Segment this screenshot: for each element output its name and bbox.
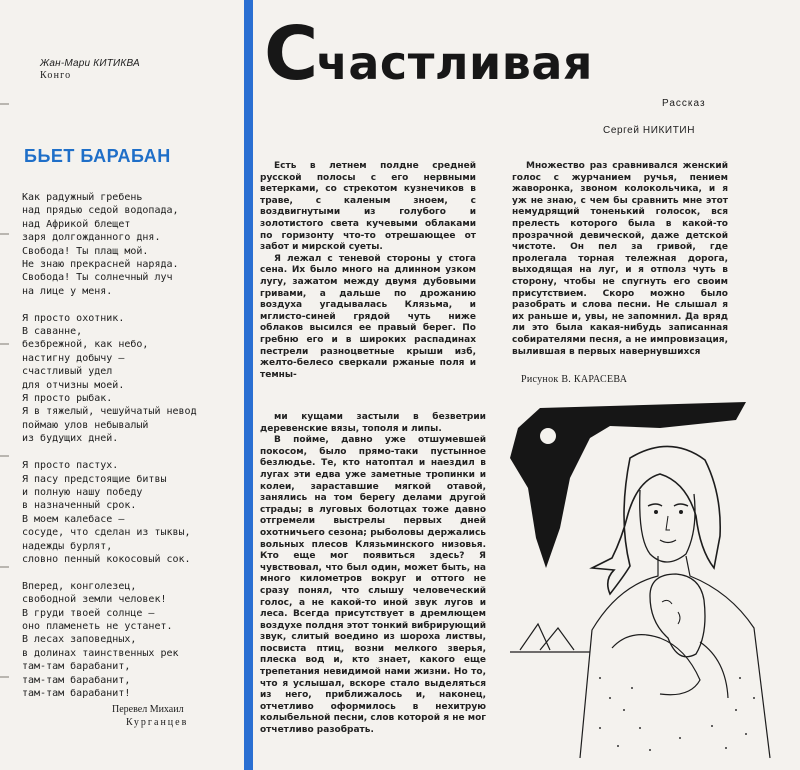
- poem-line: Я просто рыбак.: [22, 393, 113, 405]
- binder-hole: [0, 676, 9, 678]
- binder-hole: [0, 566, 9, 568]
- poem-line: надежды бурлят,: [22, 540, 113, 552]
- illustration-headscarf: [592, 446, 720, 594]
- story-title-initial: С: [264, 11, 317, 97]
- binder-hole: [0, 103, 9, 105]
- story-paragraph: Множество раз сравнивался женский голос с журчанием ручья, пением жаворонка, звоном колокольчика, и я уж не знаю, с чем бы сравнить мне этот немудрящий тоненький голосок, вся прелесть которого была в какой-то прозрачной девической, даже детской чистоте. Он пел за гривой, где пролегала торная тележная дорога, выходящая на луг, и я отполз чуть в сторону, чтобы не спугнуть его своим присутствием. Скоро можно было разобрать и слова песни. Не слышал я их раньше и, увы, не запомнил. Да вряд ли это была какая-нибудь записанная собирателями песня, а не импровизация, вылившая в первых навернувшихся: [512, 161, 728, 357]
- story-column-3: [260, 412, 486, 737]
- poem-line: безбрежной, как небо,: [22, 339, 149, 351]
- translator-name: Курганцев: [126, 717, 189, 728]
- story-paragraph: Есть в летнем полдне средней русской полосы с его нервными ветерками, со стрекотом кузнечиков в траве, с каленым зноем, с воздвигнутыми из голубого и золотистого света кучевыми облаками по горизонту что-то отрешающее от забот и мирской суеты.: [260, 161, 476, 253]
- poem-stanza: [22, 459, 244, 566]
- illustration-sun: [539, 427, 557, 445]
- poem-line: и полную нашу победу: [22, 486, 143, 498]
- poem-line: В лесах заповедных,: [22, 634, 137, 646]
- poem-line: В саванне,: [22, 326, 83, 338]
- poem-line: заря долгожданного дня.: [22, 232, 161, 244]
- poem-line: счастливый удел: [22, 366, 113, 378]
- illustration-baby: [650, 574, 705, 657]
- poem-stanza: [22, 312, 244, 446]
- poem-line: Как радужный гребень: [22, 192, 143, 203]
- poem-line: Я просто охотник.: [22, 312, 125, 324]
- story-title: [264, 11, 593, 103]
- story-paragraph: В пойме, давно уже отшумевшей покосом, было прямо-таки пустынное безлюдье. Те, кто натоптал и наездил в лугах эти едва уже заметные тропинки и колеи, зараставшие мягкой отавой, занялись на том берегу делами другой страды; в луговых болотцах тоже давно отгремели выстрелы первых дней охотничьего сезона; рыболовы держались вольных плесов Клязьминского низовья. Кто еще мог появиться здесь? Я чувствовал, что был один, может быть, на много километров вокруг и оттого не сразу понял, что слышу человеческий голос, а не какой-то иной звук лугов и леса. Всегда присутствует в дремлющем воздухе полдня этот тонкий вибрирующий звук, слитый воедино из шороха листвы, посвиста птиц, возни мелкого зверья, плеска вод и, кто знает, какого еще трепетания невидимой нами жизни. Но то, что я услышал, вскоре стало выделяться из него, приближалось и, наконец, отчетливо оформилось в нехитрую колыбельной песни, слов которой я не мог отчетливо разобрать.: [260, 435, 486, 736]
- poem-stanza: [22, 580, 244, 701]
- poem-line: поймаю улов небывалый: [22, 419, 149, 431]
- poem-line: из будущих дней.: [22, 433, 119, 445]
- translator-line: Перевел Михаил: [112, 704, 184, 715]
- story-title-rest: частливая: [316, 36, 593, 90]
- poem-body: [22, 191, 244, 714]
- poem-line: настигну добычу —: [22, 352, 125, 364]
- story-column-2: [512, 161, 728, 358]
- story-column-1: [260, 161, 476, 381]
- poem-line: там-там барабанит!: [22, 687, 131, 699]
- illustration-face: [640, 490, 695, 562]
- story-paragraph: Я лежал с теневой стороны у стога сена. Их было много на длинном узком лугу, зажатом между двумя дубовыми гривами, а дальше по дрожанию воздуха угадывалась Клязьма, и мглисто-синей грядой чуть ниже облаков высился ее правый берег. По гребню его и в широких распадинах пестрели разноцветные крыши изб, желто-белесо сверкали ржаные поля и темны-: [260, 253, 476, 380]
- poem-line: свободной земли человек!: [22, 594, 167, 606]
- poem-line: Не знаю прекрасней наряда.: [22, 259, 179, 271]
- poem-line: В груди твоей солнце —: [22, 607, 155, 619]
- poem-author: Жан-Мари КИТИКВА: [40, 58, 140, 69]
- story-paragraph: ми кущами застыли в безветрии деревенские вязы, тополя и липы.: [260, 412, 486, 434]
- poem-line: Свобода! Ты плащ мой.: [22, 245, 149, 257]
- poem-line: оно пламенеть не устанет.: [22, 620, 173, 632]
- poem-line: для отчизны моей.: [22, 379, 125, 391]
- blue-divider-bar: [244, 0, 253, 770]
- poem-line: над прядью седой водопада,: [22, 205, 179, 217]
- illustration-credit: Рисунок В. КАРАСЕВА: [521, 374, 628, 385]
- poem-line: В моем калебасе —: [22, 513, 125, 525]
- story-author: Сергей НИКИТИН: [603, 125, 696, 136]
- poem-line: там-там барабанит,: [22, 674, 131, 686]
- poem-author-country: Конго: [40, 70, 72, 81]
- poem-line: в долинах таинственных рек: [22, 647, 179, 659]
- poem-line: в назначенный срок.: [22, 500, 137, 512]
- binder-hole: [0, 455, 9, 457]
- poem-line: над Африкой блещет: [22, 218, 131, 230]
- poem-line: Вперед, конголезец,: [22, 580, 137, 592]
- poem-line: там-там барабанит,: [22, 661, 131, 673]
- translator-credit: [112, 703, 252, 729]
- story-genre: Рассказ: [662, 98, 706, 109]
- poem-line: Я просто пастух.: [22, 460, 119, 472]
- poem-title: БЬЕТ БАРАБАН: [24, 146, 171, 166]
- poem-line: сосуде, что сделан из тыквы,: [22, 527, 191, 539]
- poem-stanza: [22, 191, 244, 298]
- binder-hole: [0, 233, 9, 235]
- binder-hole: [0, 343, 9, 345]
- poem-line: Свобода! Ты солнечный луч: [22, 272, 173, 284]
- poem-line: на лице у меня.: [22, 285, 113, 297]
- illustration-dress-dots: [599, 677, 755, 751]
- illustration-mother-child: [500, 398, 800, 770]
- poem-line: словно пенный кокосовый сок.: [22, 553, 191, 565]
- illustration-haystacks: [510, 624, 590, 652]
- poem-line: Я пасу предстоящие битвы: [22, 473, 167, 485]
- poem-line: Я в тяжелый, чешуйчатый невод: [22, 406, 197, 418]
